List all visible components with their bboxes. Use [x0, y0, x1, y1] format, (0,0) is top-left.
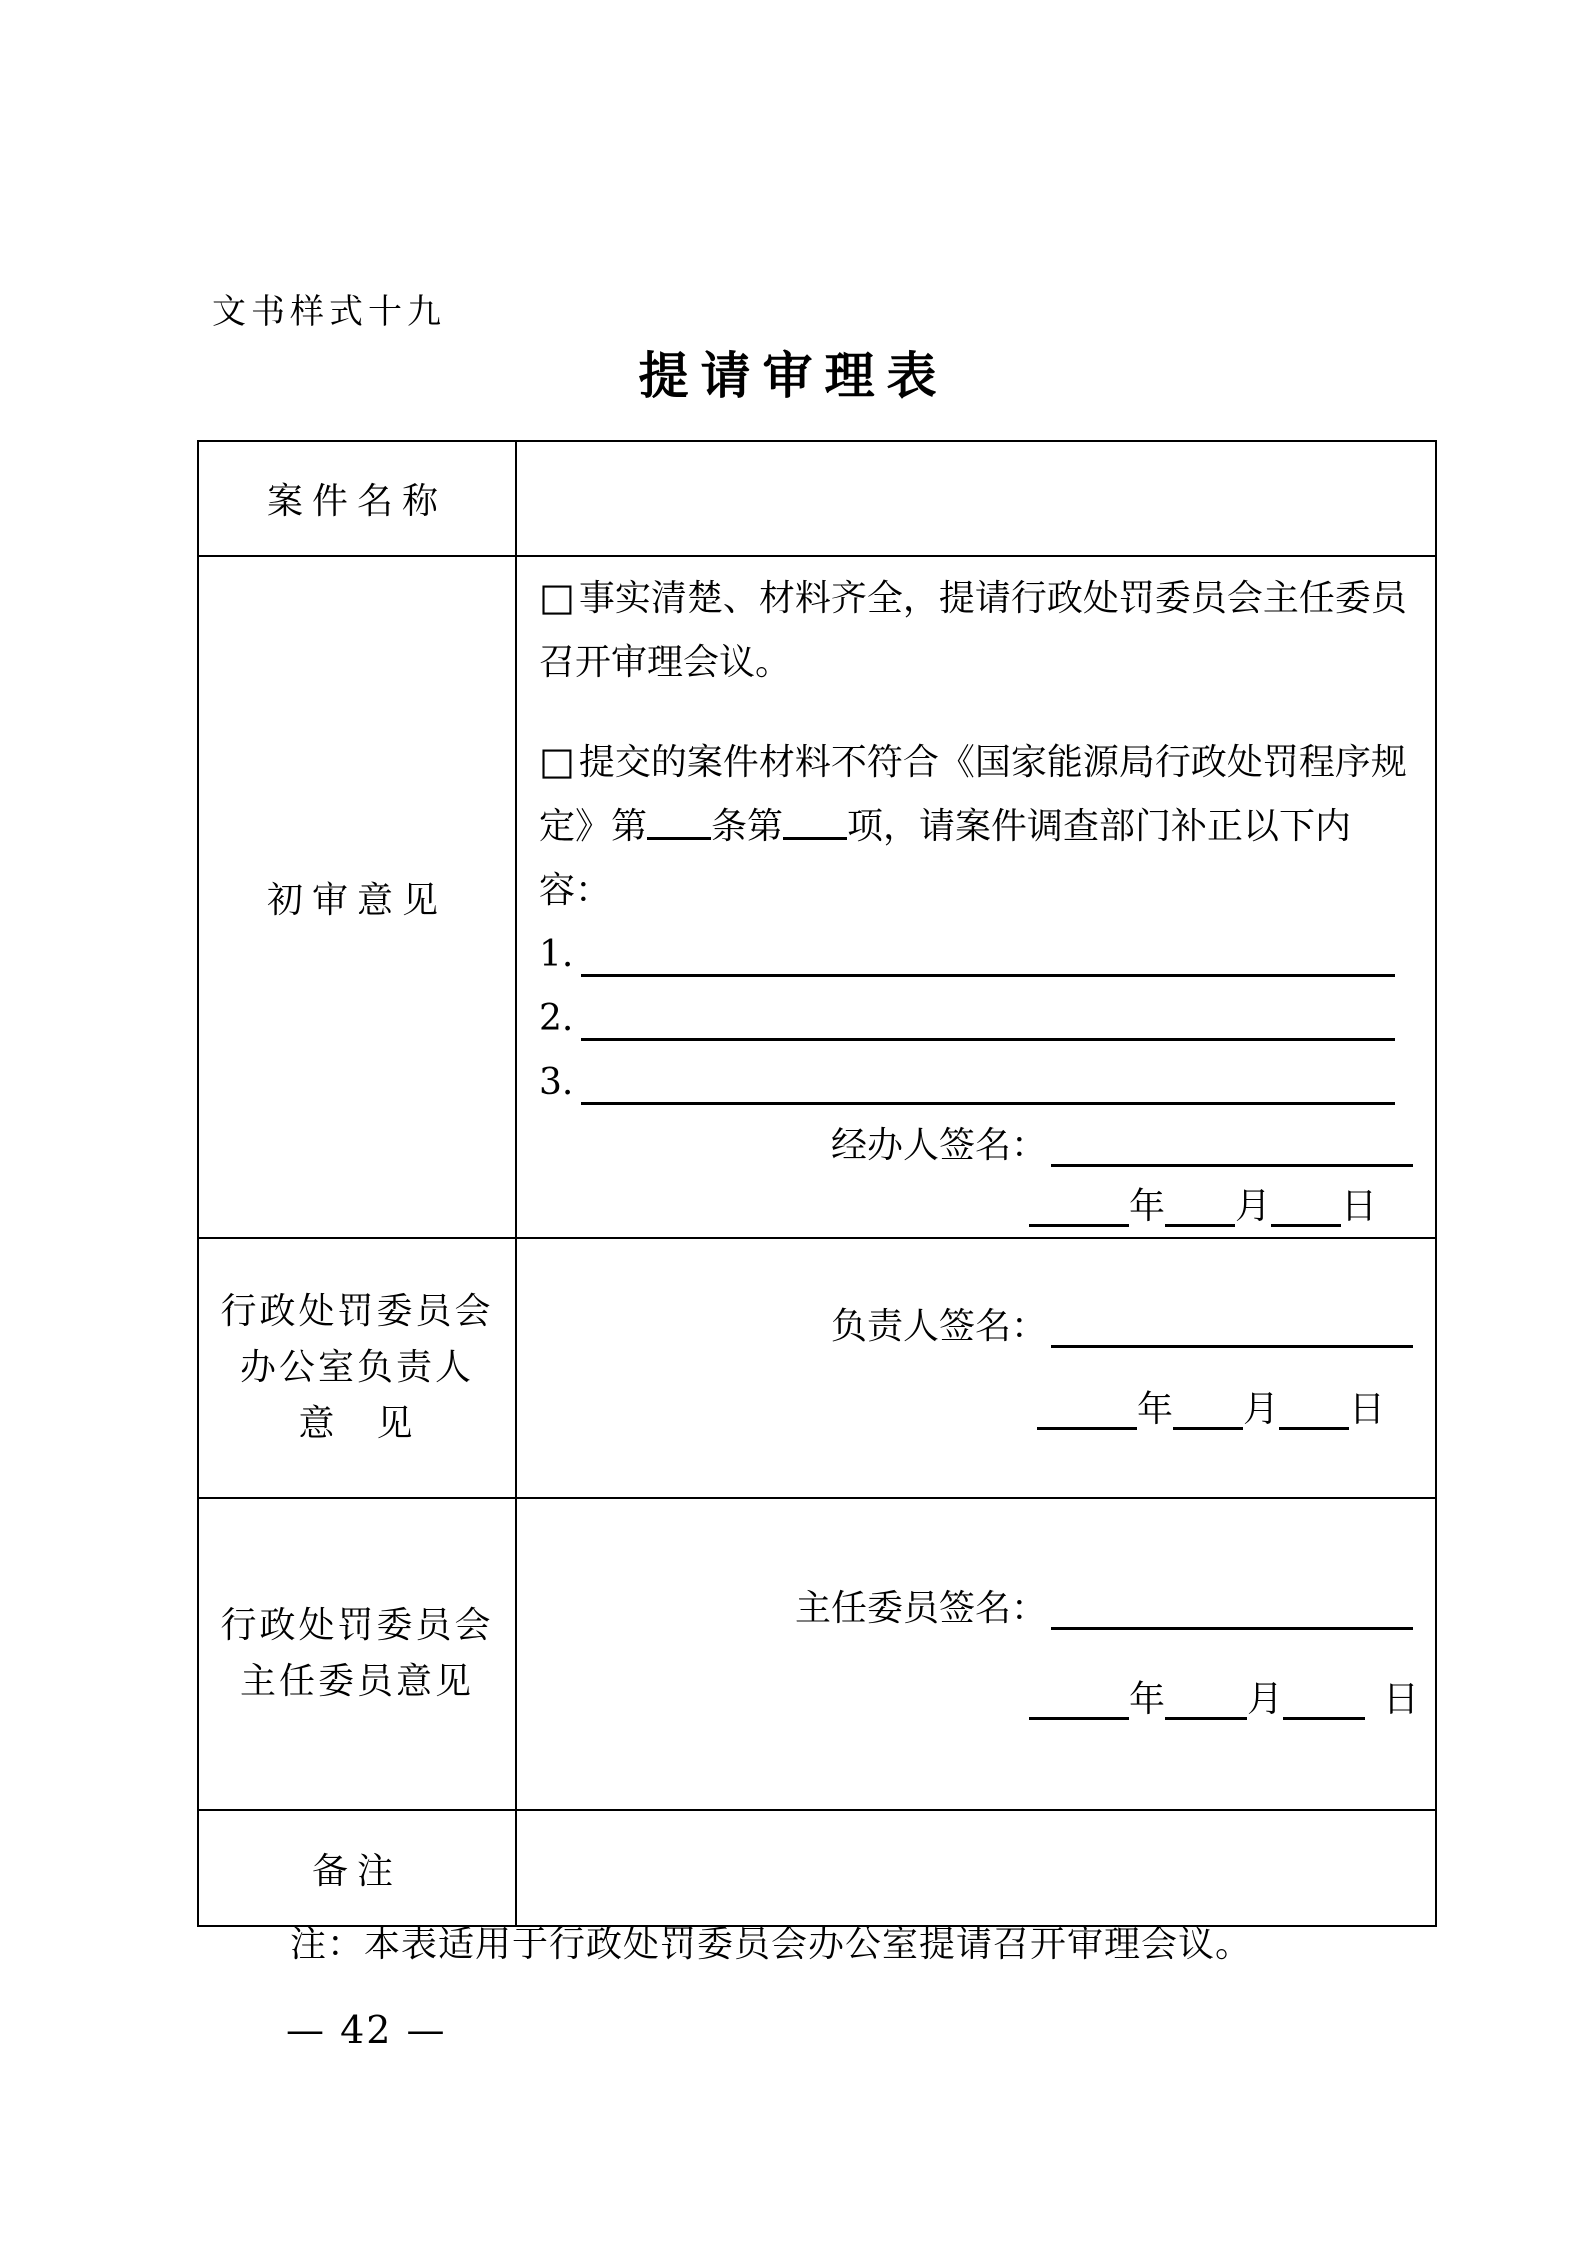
year-label: 年 [1136, 1389, 1173, 1430]
office-head-date-row [533, 1380, 1385, 1440]
correction-item-1 [539, 923, 1395, 987]
chairman-date-row [533, 1670, 1419, 1730]
chairman-signature-row [533, 1578, 1413, 1640]
preliminary-opinion-label: 初审意见 [198, 556, 516, 1238]
option1-paragraph [539, 565, 1419, 695]
correction-item-3 [539, 1051, 1395, 1115]
remarks-label: 备注 [198, 1810, 516, 1926]
preliminary-opinion-cell [516, 556, 1436, 1238]
page-title: 提请审理表 [638, 346, 949, 405]
table-row [198, 441, 1436, 556]
blank-day-field[interactable] [1279, 1427, 1349, 1430]
review-request-form [197, 440, 1437, 1927]
option2-prefix-text: 提交的案件材料不符合《国家能源局行政处罚程序规定》第 [539, 742, 1407, 847]
day-label: 日 [1382, 1679, 1419, 1720]
chairman-label-line: 主任委员意见 [239, 1661, 474, 1702]
table-row [198, 1810, 1436, 1926]
handler-signature-row [539, 1115, 1413, 1177]
month-label: 月 [1234, 1186, 1271, 1227]
item-number: 3. [539, 1062, 574, 1103]
office-head-label-line: 意 见 [298, 1403, 416, 1444]
blank-year-field[interactable] [1029, 1224, 1129, 1227]
item-number: 2. [539, 998, 574, 1039]
blank-month-field[interactable] [1165, 1224, 1235, 1227]
option2-suffix-text: 项，请案件调查部门补正以下内容： [539, 806, 1352, 911]
year-label: 年 [1128, 1186, 1165, 1227]
handler-signature-label: 经办人签名： [830, 1125, 1047, 1166]
blank-correction-line-3[interactable] [581, 1102, 1395, 1105]
blank-office-head-signature-field[interactable] [1051, 1345, 1413, 1348]
office-head-label-line: 办公室负责人 [239, 1347, 474, 1388]
blank-correction-line-2[interactable] [581, 1038, 1395, 1041]
footer-note: 注：本表适用于行政处罚委员会办公室提请召开审理会议。 [290, 1924, 1253, 1965]
blank-month-field[interactable] [1165, 1717, 1247, 1720]
day-label: 日 [1348, 1389, 1385, 1430]
blank-year-field[interactable] [1037, 1427, 1137, 1430]
checkbox-icon[interactable]: □ [539, 575, 575, 619]
option2-mid-text: 条第 [711, 806, 784, 847]
table-row [198, 1238, 1436, 1498]
blank-day-field[interactable] [1283, 1717, 1365, 1720]
blank-month-field[interactable] [1173, 1427, 1243, 1430]
chairman-opinion-label [198, 1498, 516, 1810]
chairman-label-line: 行政处罚委员会 [220, 1605, 494, 1646]
office-head-signature-label: 负责人签名： [830, 1306, 1047, 1347]
table-row [198, 556, 1436, 1238]
chairman-opinion-cell [516, 1498, 1436, 1810]
case-name-value-field[interactable] [516, 441, 1436, 556]
doc-style-label: 文书样式十九 [212, 292, 446, 332]
day-label: 日 [1340, 1186, 1377, 1227]
blank-item-number-field[interactable] [783, 806, 847, 840]
office-head-opinion-label [198, 1238, 516, 1498]
office-head-signature-row [533, 1296, 1413, 1358]
case-name-label: 案件名称 [198, 441, 516, 556]
year-label: 年 [1128, 1679, 1165, 1720]
option1-text: 事实清楚、材料齐全，提请行政处罚委员会主任委员召开审理会议。 [539, 578, 1407, 683]
blank-day-field[interactable] [1271, 1224, 1341, 1227]
page-number: — 42 — [286, 2008, 447, 2052]
blank-handler-signature-field[interactable] [1051, 1164, 1413, 1167]
month-label: 月 [1246, 1679, 1283, 1720]
item-number: 1. [539, 934, 574, 975]
checkbox-icon[interactable]: □ [539, 739, 575, 783]
remarks-value-field[interactable] [516, 1810, 1436, 1926]
chairman-signature-label: 主任委员签名： [794, 1588, 1047, 1629]
office-head-opinion-cell [516, 1238, 1436, 1498]
blank-article-number-field[interactable] [647, 806, 711, 840]
handler-date-row [539, 1177, 1377, 1237]
month-label: 月 [1242, 1389, 1279, 1430]
option2-paragraph [539, 729, 1419, 923]
blank-year-field[interactable] [1029, 1717, 1129, 1720]
blank-correction-line-1[interactable] [581, 974, 1395, 977]
table-row [198, 1498, 1436, 1810]
office-head-label-line: 行政处罚委员会 [220, 1291, 494, 1332]
correction-item-2 [539, 987, 1395, 1051]
blank-chairman-signature-field[interactable] [1051, 1627, 1413, 1630]
